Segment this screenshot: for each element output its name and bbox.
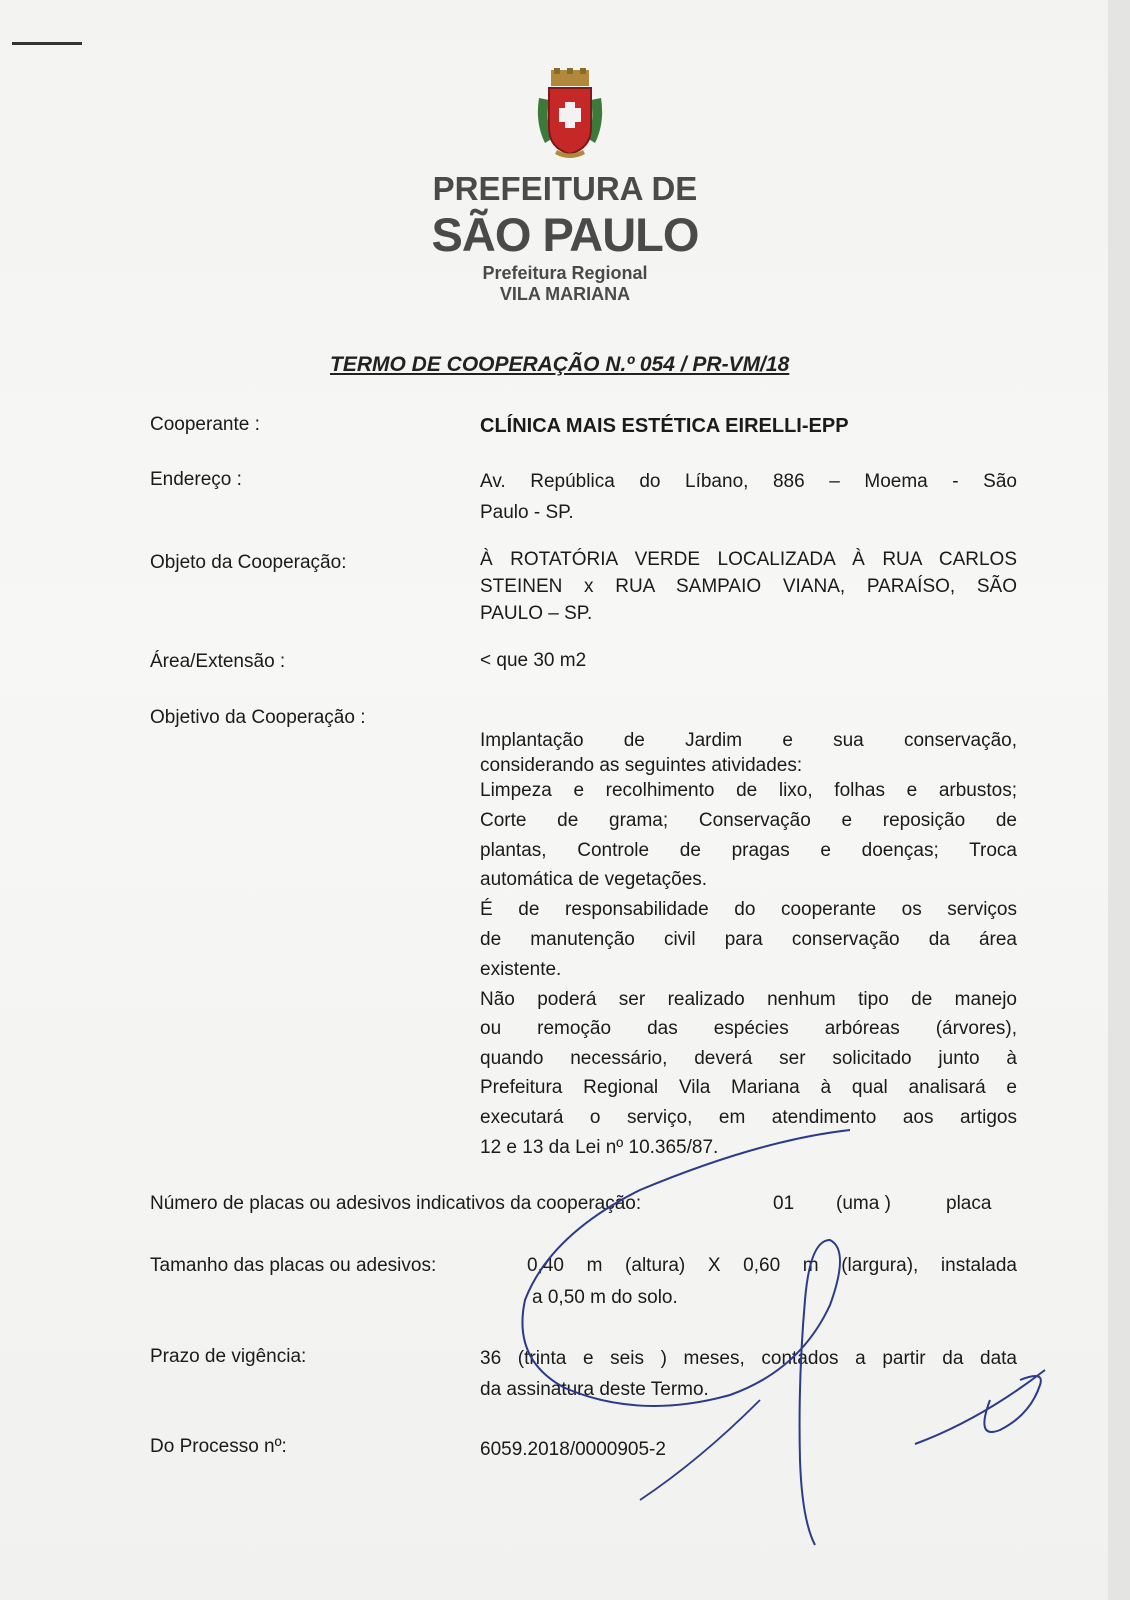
cooperante-label: Cooperante : [150,414,260,435]
objetivo-line-11: ou remoção das espécies arbóreas (árvores), [480,1018,1017,1039]
objetivo-line-15: 12 e 13 da Lei nº 10.365/87. [480,1137,719,1158]
objetivo-label: Objetivo da Cooperação : [150,707,366,728]
objeto-line-3: PAULO – SP. [480,603,593,624]
placas-quantity-words: (uma ) [836,1193,891,1214]
tamanho-line-2: a 0,50 m do solo. [532,1287,678,1308]
tamanho-line-1: 0,40 m (altura) X 0,60 m (largura), instalada [527,1255,1017,1276]
cooperante-value: CLÍNICA MAIS ESTÉTICA EIRELLI-EPP [480,415,849,437]
placas-unit: placa [946,1193,992,1214]
placas-label: Número de placas ou adesivos indicativos da cooperação: [150,1193,642,1214]
placas-quantity: 01 [773,1193,795,1214]
objetivo-line-9: existente. [480,959,562,980]
header-prefeitura-regional: Prefeitura Regional [482,263,648,283]
objetivo-line-4: Corte de grama; Conservação e reposição de [480,810,1017,831]
prazo-line-2: da assinatura deste Termo. [480,1379,709,1400]
objetivo-line-13: Prefeitura Regional Vila Mariana à qual analisará e [480,1077,1017,1098]
objetivo-line-12: quando necessário, deverá ser solicitado junto à [480,1048,1017,1069]
objetivo-line-14: executará o serviço, em atendimento aos artigos [480,1107,1017,1128]
objetivo-line-3: Limpeza e recolhimento de lixo, folhas e arbustos; [480,780,1017,801]
header-vila-mariana: VILA MARIANA [499,284,631,304]
endereco-line-1: Av. República do Líbano, 886 – Moema - São [480,471,1017,492]
document-title: TERMO DE COOPERAÇÃO N.º 054 / PR-VM/18 [330,353,790,376]
objeto-line-2: STEINEN x RUA SAMPAIO VIANA, PARAÍSO, SÃO [480,576,1017,597]
area-value: < que 30 m2 [480,650,587,671]
prazo-label: Prazo de vigência: [150,1346,307,1367]
objeto-line-1: À ROTATÓRIA VERDE LOCALIZADA À RUA CARLOS [480,549,1017,570]
objetivo-line-2: considerando as seguintes atividades: [480,755,803,776]
processo-label: Do Processo nº: [150,1436,287,1457]
header-sao-paulo: SÃO PAULO [431,208,699,261]
objetivo-line-8: de manutenção civil para conservação da área [480,929,1017,950]
objetivo-line-10: Não poderá ser realizado nenhum tipo de manejo [480,989,1017,1010]
prazo-line-1: 36 (trinta e seis ) meses, contados a partir da data [480,1348,1017,1369]
tamanho-label: Tamanho das placas ou adesivos: [150,1255,437,1276]
endereco-label: Endereço : [150,469,242,490]
area-label: Área/Extensão : [150,651,286,672]
header-prefeitura-de: PREFEITURA DE [432,170,698,207]
objetivo-line-1: Implantação de Jardim e sua conservação, [480,730,1017,751]
objeto-label: Objeto da Cooperação: [150,552,347,573]
endereco-line-2: Paulo - SP. [480,502,574,523]
processo-value: 6059.2018/0000905-2 [480,1439,666,1460]
objetivo-line-7: É de responsabilidade do cooperante os serviços [480,899,1017,920]
objetivo-line-6: automática de vegetações. [480,869,708,890]
objetivo-line-5: plantas, Controle de pragas e doenças; Troca [480,840,1017,861]
